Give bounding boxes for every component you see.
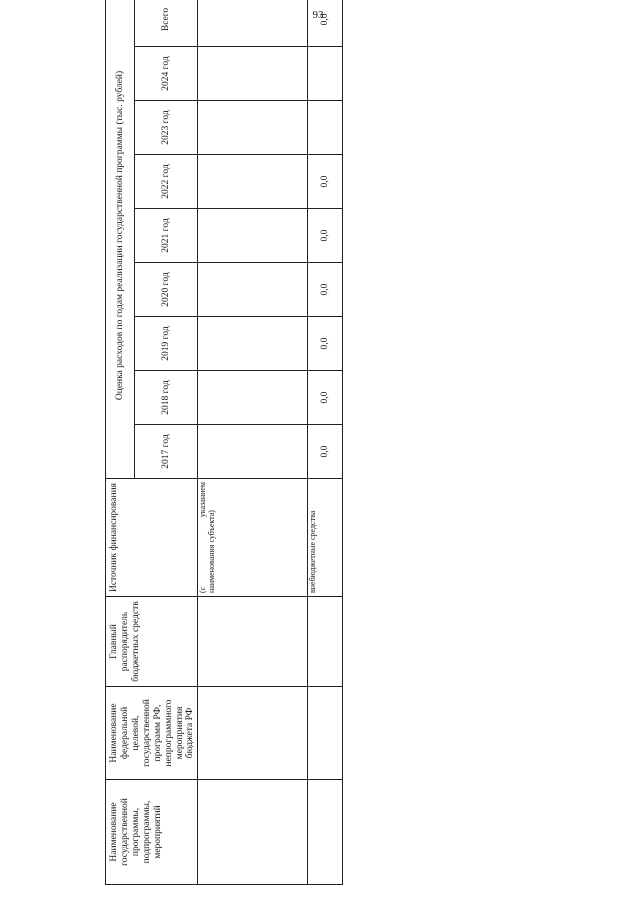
header-federal-program: Наименование федеральной целевой, государственной программ РФ, непрограммного мероприятия бюджета РФ <box>106 687 198 780</box>
cell-value <box>198 425 308 479</box>
cell-value <box>198 101 308 155</box>
cell-value <box>308 101 343 155</box>
cell-value <box>308 47 343 101</box>
table-row <box>308 0 343 885</box>
cell-program-name <box>308 780 343 885</box>
header-year-2022: 2022 год <box>135 155 198 209</box>
cell-value <box>198 155 308 209</box>
header-year-2017: 2017 год <box>135 425 198 479</box>
header-total: Всего <box>135 0 198 47</box>
cell-value <box>198 263 308 317</box>
header-funding-source: Источник финансирования <box>106 479 198 597</box>
cell-budget-manager <box>308 597 343 687</box>
source-text-part3: наименования субъекта) <box>207 510 217 593</box>
header-program-name: Наименование государственной программы, подпрограммы, мероприятий <box>106 780 198 885</box>
cell-federal-program <box>198 687 308 780</box>
header-year-2020: 2020 год <box>135 263 198 317</box>
cell-funding-source-subject <box>198 479 308 597</box>
header-year-2024: 2024 год <box>135 47 198 101</box>
cell-value <box>198 209 308 263</box>
cell-value <box>198 317 308 371</box>
cell-value: 0,0 <box>308 155 343 209</box>
cell-budget-manager <box>198 597 308 687</box>
budget-estimate-table <box>105 0 343 885</box>
source-text-part2: указанием <box>198 482 208 518</box>
cell-federal-program <box>308 687 343 780</box>
header-year-2018: 2018 год <box>135 371 198 425</box>
cell-value: 0,0 <box>308 209 343 263</box>
header-year-2021: 2021 год <box>135 209 198 263</box>
cell-value: 0,0 <box>308 263 343 317</box>
cell-value <box>198 47 308 101</box>
cell-value: 0,0 <box>308 0 343 47</box>
cell-value <box>198 0 308 47</box>
header-year-2019: 2019 год <box>135 317 198 371</box>
cell-value: 0,0 <box>308 371 343 425</box>
cell-value: 0,0 <box>308 317 343 371</box>
cell-program-name <box>198 780 308 885</box>
header-expense-estimate: Оценка расходов по годам реализации государственной программы (тыс. рублей) <box>106 0 135 479</box>
cell-value <box>198 371 308 425</box>
header-budget-manager: Главный распорядитель бюджетных средств <box>106 597 198 687</box>
page-number: 93 <box>312 9 324 21</box>
cell-funding-source-extrabudgetary: внебюджетные средства <box>308 479 343 597</box>
header-year-2023: 2023 год <box>135 101 198 155</box>
source-text-part1: (с <box>198 586 208 593</box>
table-row <box>198 0 308 885</box>
cell-value: 0,0 <box>308 425 343 479</box>
